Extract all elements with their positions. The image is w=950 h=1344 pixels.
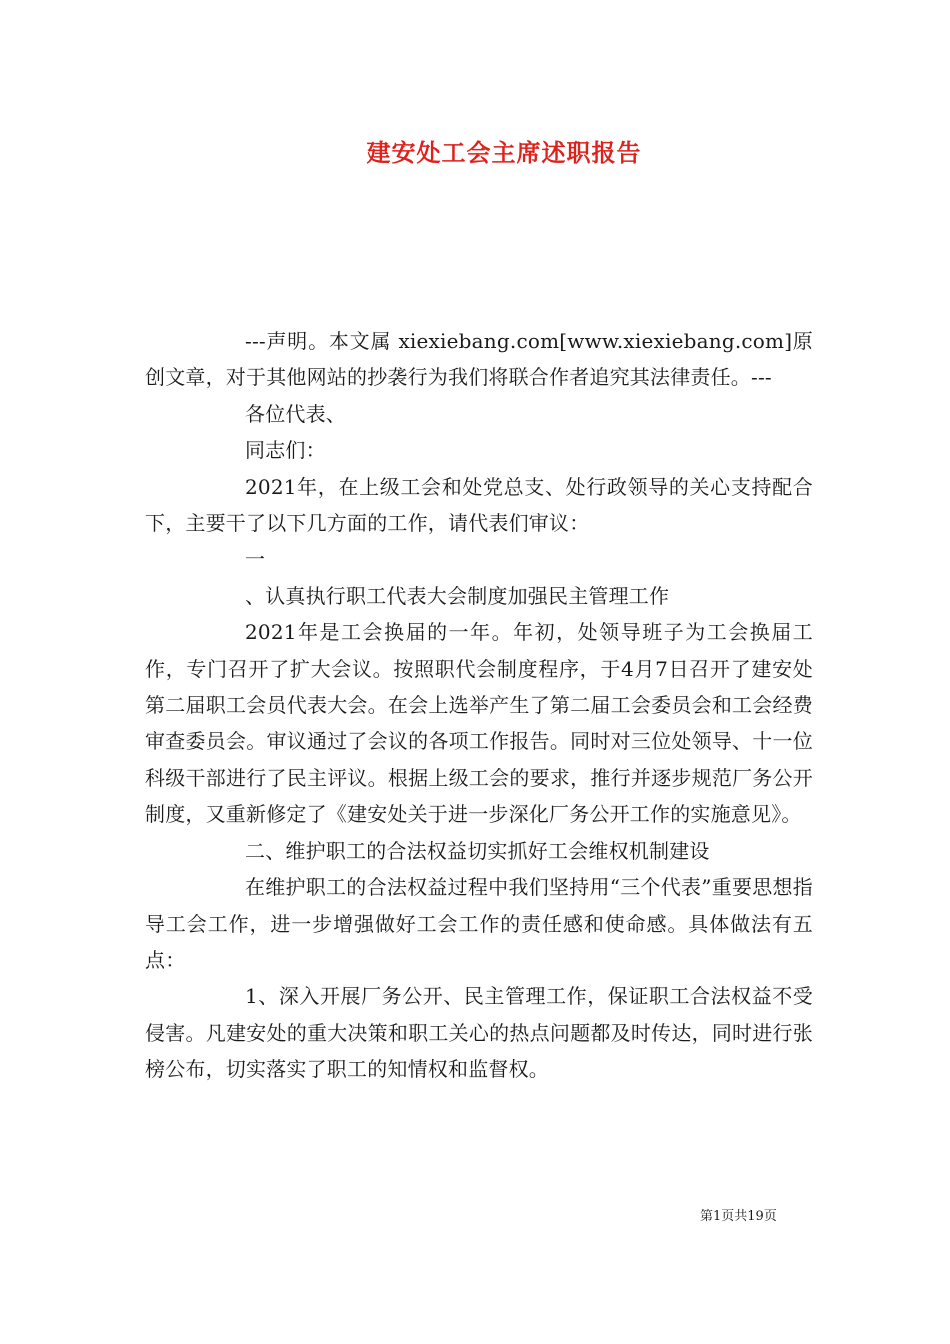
section-2-item-1: 1、深入开展厂务公开、民主管理工作，保证职工合法权益不受侵害。凡建安处的重大决策和职工关心的热点问题都及时传达，同时进行张榜公布，切实落实了职工的知情权和监督权。 [145, 984, 813, 1082]
section-1-paragraph: 2021年是工会换届的一年。年初，处领导班子为工会换届工作，专门召开了扩大会议。按照职代会制度程序，于4月7日召开了建安处第二届职工会员代表大会。在会上选举产生了第二届工会委员会和工会经费审查委员会。审议通过了会议的各项工作报告。同时对三位处领导、十一位科级干部进行了民主评议。根据上级工会的要求，推行并逐步规范厂务公开制度，又重新修定了《建安处关于进一步深化厂务公开工作的实施意见》。 [145, 620, 813, 827]
salutation-line-2: 同志们： [245, 438, 326, 463]
page-number: 第1页共19页 [700, 1209, 777, 1224]
section-heading-1: 、认真执行职工代表大会制度加强民主管理工作 [245, 583, 670, 608]
document-body [145, 323, 813, 1088]
section-heading-2: 二、维护职工的合法权益切实抓好工会维权机制建设 [245, 838, 710, 863]
document-title: 建安处工会主席述职报告 [366, 138, 642, 167]
section-2-paragraph: 在维护职工的合法权益过程中我们坚持用“三个代表”重要思想指导工会工作，进一步增强做好工会工作的责任感和使命感。具体做法有五点： [145, 875, 813, 972]
section-number-1: 一 [245, 547, 266, 572]
disclaimer-paragraph: ---声明。本文属 xiexiebang.com[www.xiexiebang.com]原创文章，对于其他网站的抄袭行为我们将联合作者追究其法律责任。--- [145, 329, 813, 390]
intro-paragraph: 2021年，在上级工会和处党总支、处行政领导的关心支持配合下，主要干了以下几方面的工作，请代表们审议： [145, 474, 813, 536]
salutation-line-1: 各位代表、 [245, 401, 346, 426]
